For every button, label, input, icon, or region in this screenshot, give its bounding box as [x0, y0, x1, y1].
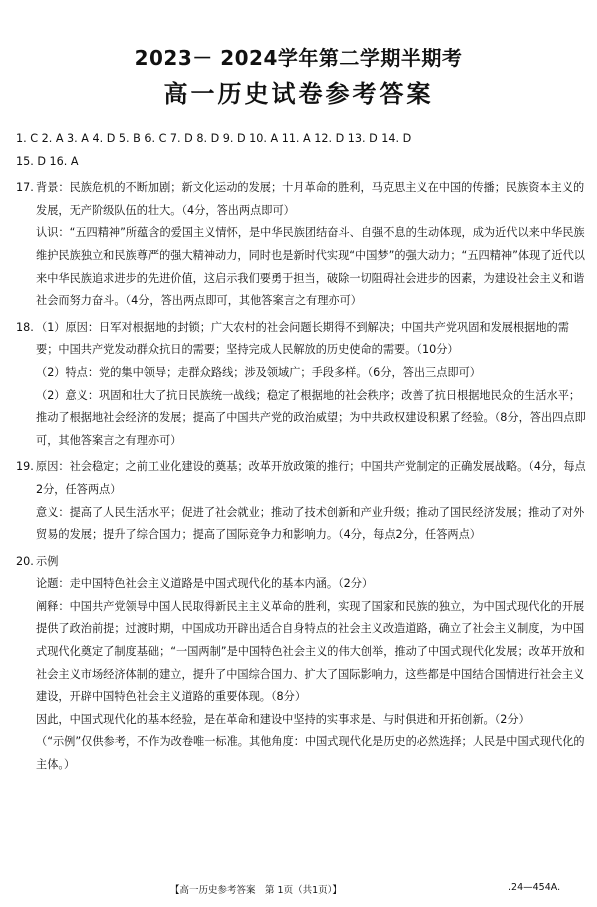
footer-page-info: 【高一历史参考答案 第 1页（共1页）】 — [170, 885, 342, 896]
q20-elaboration: 阐释：中国共产党领导中国人民取得新民主主义革命的胜利，实现了国家和民族的独立，为中国式现代化的开展提供了政治前提；过渡时期，中国成功开辟出适合自身特点的社会主义改造道路，确立了社会主义制度，为中国式现代化奠定了制度基础；“一国两制”是中国特色社会主义的伟大创举，推动了中国式现代化发展；改革开放和社会主义市场经济体制的建立，提升了中国综合国力、扩大了国际影响力，这些都是中国结合国情进行社会主义建设，开辟中国特色社会主义道路的重要体现。（8分） — [36, 599, 585, 704]
q20-note: （“示例”仅供参考，不作为改卷唯一标准。其他角度：中国式现代化是历史的必然选择；人民是中国式现代化的主体。） — [36, 735, 585, 772]
exam-title: 2023－ 2024学年第二学期半期考 — [134, 46, 463, 70]
q18-part2-significance: （2）意义：巩固和壮大了抗日民族统一战线；稳定了根据地的社会秩序；改善了抗日根据地民众的生活水平；推动了根据地社会经济的发展；提高了中国共产党的政治威望；为中共政权建设积累了经验。（8分，答出四点即可，其他答案言之有理亦可） — [36, 388, 586, 447]
q17-number: 17. — [16, 181, 34, 195]
mc-answers-line-2: 15. D 16. A — [16, 154, 79, 168]
q20-thesis: 论题：走中国特色社会主义道路是中国式现代化的基本内涵。（2分） — [36, 577, 374, 591]
q19-significance: 意义：提高了人民生活水平；促进了社会就业；推动了技术创新和产业升级；推动了国民经济发展；推动了对外贸易的发展；提升了综合国力；提高了国际竞争力和影响力。（4分，每点2分，任答两点） — [36, 505, 585, 542]
q17-background — [16, 177, 586, 222]
q18-part2-features: （2）特点：党的集中领导；走群众路线；涉及领域广；手段多样。（6分，答出三点即可） — [36, 365, 481, 379]
q20-conclusion: 因此，中国式现代化的基本经验，是在革命和建设中坚持的实事求是、与时俱进和开拓创新。（2分） — [36, 712, 530, 726]
q20-number: 20. — [16, 554, 34, 568]
q20-example — [16, 551, 586, 574]
q17-background-text: 背景：民族危机的不断加剧；新文化运动的发展；十月革命的胜利，马克思主义在中国的传播；民族资本主义的发展，无产阶级队伍的壮大。（4分，答出两点即可） — [36, 181, 585, 217]
q19-number: 19. — [16, 460, 34, 474]
answer-content — [16, 128, 586, 777]
answer-key-title: 高一历史试卷参考答案 — [163, 80, 434, 108]
q20-example-label: 示例 — [36, 554, 59, 568]
footer-code: .24—454A. — [508, 882, 561, 893]
mc-answers-line-1: 1. C 2. A 3. A 4. D 5. B 6. C 7. D 8. D 9. D 10. A 11. A 12. D 13. D 14. D — [16, 132, 412, 145]
q18-part1 — [16, 317, 586, 362]
q19-reason — [16, 456, 586, 501]
q18-part1-text: （1）原因：日军对根据地的封锁；广大农村的社会问题长期得不到解决；中国共产党巩固和发展根据地的需要；中国共产党发动群众抗日的需要；坚持完成人民解放的历史使命的需要。（10分） — [36, 320, 569, 357]
q19-reason-text: 原因：社会稳定；之前工业化建设的奠基；改革开放政策的推行；中国共产党制定的正确发展战略。（4分，每点2分，任答两点） — [36, 460, 586, 496]
q18-number: 18. — [16, 320, 34, 334]
q17-understanding: 认识：“五四精神”所蕴含的爱国主义情怀，是中华民族团结奋斗、自强不息的生动体现，成为近代以来中华民族维护民族独立和民族尊严的强大精神动力，同时也是新时代实现“中国梦”的强大动力；“五四精神”体现了近代以来中华民族追求进步的先进价值，这启示我们要勇于担当，破除一切阻碍社会进步的因素，为建设社会主义和谐社会而努力奋斗。（4分，答出两点即可，其他答案言之有理亦可） — [36, 226, 585, 308]
